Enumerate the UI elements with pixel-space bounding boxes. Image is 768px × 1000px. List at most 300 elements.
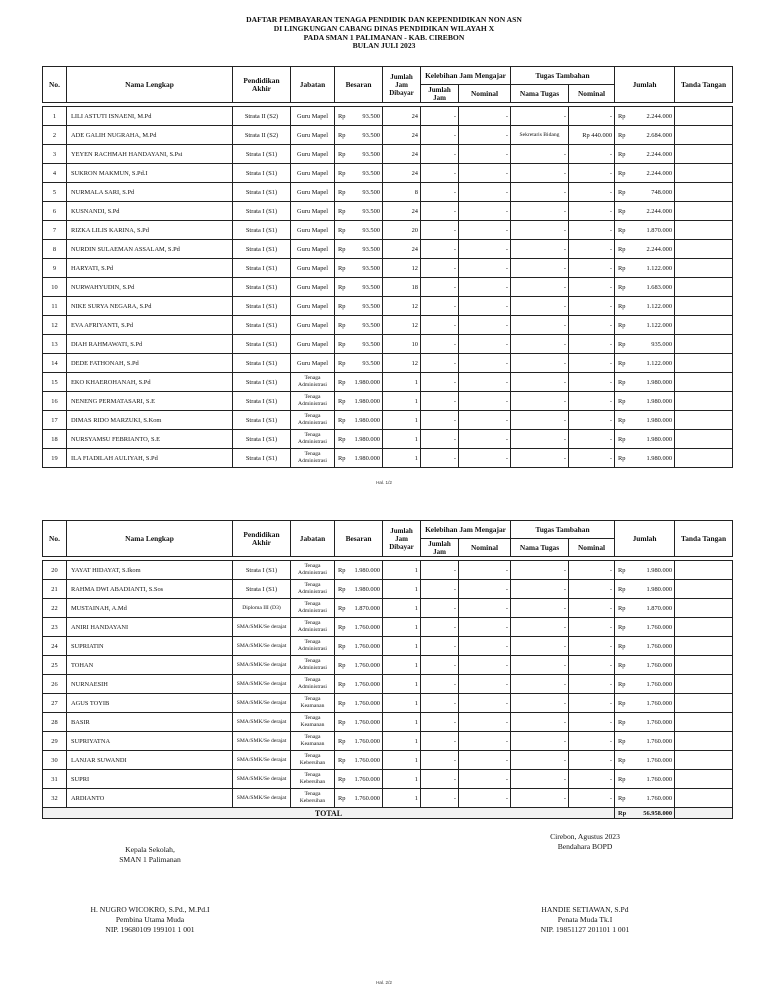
cell-no: 13 [43, 335, 67, 354]
table-row [43, 580, 733, 599]
cell-jumlah: Rp 1.760.000 [615, 770, 675, 789]
cell-nama: RAHMA DWI ABADIANTI, S.Sos [67, 580, 233, 599]
cell-tanda-tangan [675, 618, 733, 637]
cell-kelebihan-jumlah: - [421, 126, 459, 145]
cell-jumlah: Rp 2.684.000 [615, 126, 675, 145]
cell-tugas-nama: Sekretaris Bidang [511, 126, 569, 145]
header-kelebihan-nominal: Nominal [459, 539, 511, 557]
cell-besaran: Rp 93.500 [335, 164, 383, 183]
cell-tugas-nominal: - [569, 637, 615, 656]
header-ttd: Tanda Tangan [675, 67, 733, 103]
header-tugas-nominal: Nominal [569, 539, 615, 557]
cell-jumlah: Rp 1.122.000 [615, 259, 675, 278]
cell-tanda-tangan [675, 145, 733, 164]
cell-pendidikan: Strata I (S1) [233, 580, 291, 599]
cell-no: 8 [43, 240, 67, 259]
cell-pendidikan: Strata I (S1) [233, 316, 291, 335]
cell-kelebihan-jumlah: - [421, 789, 459, 808]
cell-jumlah: Rp 1.760.000 [615, 789, 675, 808]
treasurer-name: HANDIE SETIAWAN, S.Pd [541, 905, 629, 914]
cell-tugas-nominal: - [569, 411, 615, 430]
cell-kelebihan-jumlah: - [421, 561, 459, 580]
table-row [43, 202, 733, 221]
cell-jumlah: Rp 2.244.000 [615, 145, 675, 164]
cell-tanda-tangan [675, 732, 733, 751]
cell-pendidikan: Strata I (S1) [233, 392, 291, 411]
cell-tugas-nama: - [511, 354, 569, 373]
cell-tanda-tangan [675, 316, 733, 335]
cell-jumlah-jam: 12 [383, 297, 421, 316]
cell-pendidikan: Strata I (S1) [233, 259, 291, 278]
cell-kelebihan-nominal: - [459, 354, 511, 373]
cell-pendidikan: Strata I (S1) [233, 183, 291, 202]
cell-jumlah-jam: 1 [383, 618, 421, 637]
cell-jumlah: Rp 935.000 [615, 335, 675, 354]
cell-tugas-nominal: - [569, 297, 615, 316]
cell-jabatan: Tenaga Kebersihan [291, 770, 335, 789]
cell-kelebihan-nominal: - [459, 240, 511, 259]
cell-pendidikan: Strata I (S1) [233, 430, 291, 449]
cell-kelebihan-nominal: - [459, 164, 511, 183]
principal-rank: Pembina Utama Muda [115, 915, 185, 924]
cell-tugas-nama: - [511, 316, 569, 335]
cell-tugas-nominal: - [569, 392, 615, 411]
cell-jumlah-jam: 1 [383, 449, 421, 468]
cell-tugas-nama: - [511, 392, 569, 411]
cell-jumlah-jam: 24 [383, 107, 421, 126]
cell-kelebihan-nominal: - [459, 145, 511, 164]
cell-pendidikan: Strata I (S1) [233, 449, 291, 468]
cell-tugas-nominal: Rp 440.000 [569, 126, 615, 145]
cell-jumlah: Rp 1.760.000 [615, 656, 675, 675]
cell-kelebihan-jumlah: - [421, 751, 459, 770]
cell-jumlah: Rp 1.980.000 [615, 392, 675, 411]
cell-besaran: Rp 1.760.000 [335, 637, 383, 656]
cell-tugas-nominal: - [569, 449, 615, 468]
cell-pendidikan: Strata I (S1) [233, 373, 291, 392]
cell-pendidikan: Strata I (S1) [233, 164, 291, 183]
table-row [43, 561, 733, 580]
cell-kelebihan-jumlah: - [421, 770, 459, 789]
cell-kelebihan-nominal: - [459, 713, 511, 732]
cell-kelebihan-jumlah: - [421, 164, 459, 183]
cell-kelebihan-jumlah: - [421, 240, 459, 259]
cell-pendidikan: SMA/SMK/Se derajat [233, 675, 291, 694]
cell-tanda-tangan [675, 278, 733, 297]
cell-kelebihan-nominal: - [459, 430, 511, 449]
cell-no: 27 [43, 694, 67, 713]
table-row [43, 278, 733, 297]
cell-tugas-nama: - [511, 259, 569, 278]
cell-jumlah-jam: 10 [383, 335, 421, 354]
cell-jumlah-jam: 12 [383, 354, 421, 373]
table-row [43, 107, 733, 126]
cell-jabatan: Tenaga Kebersihan [291, 751, 335, 770]
cell-nama: DIAH RAHMAWATI, S.Pd [67, 335, 233, 354]
cell-kelebihan-nominal: - [459, 770, 511, 789]
cell-tugas-nama: - [511, 789, 569, 808]
table-row [43, 675, 733, 694]
cell-besaran: Rp 93.500 [335, 240, 383, 259]
cell-no: 23 [43, 618, 67, 637]
cell-jabatan: Guru Mapel [291, 126, 335, 145]
cell-pendidikan: Strata I (S1) [233, 411, 291, 430]
cell-jabatan: Guru Mapel [291, 183, 335, 202]
cell-jabatan: Tenaga Keamanan [291, 732, 335, 751]
cell-jabatan: Tenaga Administrasi [291, 561, 335, 580]
cell-tanda-tangan [675, 789, 733, 808]
cell-tugas-nominal: - [569, 107, 615, 126]
cell-besaran: Rp 1.760.000 [335, 618, 383, 637]
cell-besaran: Rp 1.760.000 [335, 713, 383, 732]
cell-no: 4 [43, 164, 67, 183]
cell-tugas-nominal: - [569, 430, 615, 449]
cell-tugas-nama: - [511, 183, 569, 202]
table-row [43, 183, 733, 202]
cell-kelebihan-jumlah: - [421, 335, 459, 354]
cell-pendidikan: Strata I (S1) [233, 354, 291, 373]
cell-tanda-tangan [675, 580, 733, 599]
table-row [43, 449, 733, 468]
cell-tanda-tangan [675, 637, 733, 656]
cell-tanda-tangan [675, 449, 733, 468]
header-kelebihan-jumlah: Jumlah Jam [421, 85, 459, 103]
table-row [43, 240, 733, 259]
cell-tugas-nominal: - [569, 335, 615, 354]
header-pendidikan: Pendidikan Akhir [233, 521, 291, 557]
cell-kelebihan-jumlah: - [421, 675, 459, 694]
cell-kelebihan-nominal: - [459, 278, 511, 297]
cell-jabatan: Tenaga Administrasi [291, 618, 335, 637]
table-row [43, 316, 733, 335]
cell-besaran: Rp 1.760.000 [335, 732, 383, 751]
cell-tugas-nominal: - [569, 694, 615, 713]
cell-tugas-nama: - [511, 164, 569, 183]
table-row [43, 392, 733, 411]
table-row [43, 637, 733, 656]
cell-tanda-tangan [675, 259, 733, 278]
cell-tugas-nama: - [511, 618, 569, 637]
cell-jumlah-jam: 24 [383, 164, 421, 183]
cell-kelebihan-jumlah: - [421, 202, 459, 221]
cell-no: 25 [43, 656, 67, 675]
cell-jumlah-jam: 1 [383, 713, 421, 732]
cell-jumlah: Rp 1.760.000 [615, 732, 675, 751]
cell-no: 17 [43, 411, 67, 430]
cell-kelebihan-nominal: - [459, 751, 511, 770]
cell-besaran: Rp 1.980.000 [335, 580, 383, 599]
treasurer-role: Bendahara BOPD [557, 842, 613, 851]
cell-jumlah: Rp 1.122.000 [615, 297, 675, 316]
cell-tugas-nominal: - [569, 675, 615, 694]
cell-jumlah-jam: 1 [383, 751, 421, 770]
cell-jumlah: Rp 1.870.000 [615, 599, 675, 618]
cell-no: 9 [43, 259, 67, 278]
cell-kelebihan-nominal: - [459, 392, 511, 411]
cell-nama: YEYEN RACHMAH HANDAYANI, S.Psi [67, 145, 233, 164]
cell-tanda-tangan [675, 713, 733, 732]
cell-nama: MUSTAINAH, A.Md [67, 599, 233, 618]
cell-nama: ADE GALIH NUGRAHA, M.Pd [67, 126, 233, 145]
cell-no: 12 [43, 316, 67, 335]
cell-no: 22 [43, 599, 67, 618]
cell-jabatan: Tenaga Administrasi [291, 637, 335, 656]
cell-tanda-tangan [675, 373, 733, 392]
principal-role-line-1: Kepala Sekolah, [125, 845, 175, 854]
cell-no: 31 [43, 770, 67, 789]
cell-jumlah: Rp 2.244.000 [615, 107, 675, 126]
cell-tugas-nominal: - [569, 789, 615, 808]
cell-jabatan: Tenaga Keamanan [291, 713, 335, 732]
cell-nama: NURSYAMSU FEBRIANTO, S.E [67, 430, 233, 449]
cell-jumlah: Rp 1.760.000 [615, 637, 675, 656]
cell-jumlah: Rp 2.244.000 [615, 202, 675, 221]
header-tugas-nama: Nama Tugas [511, 85, 569, 103]
cell-jumlah-jam: 24 [383, 126, 421, 145]
cell-tugas-nama: - [511, 278, 569, 297]
cell-besaran: Rp 1.760.000 [335, 675, 383, 694]
cell-nama: SUKRON MAKMUN, S.Pd.I [67, 164, 233, 183]
cell-kelebihan-jumlah: - [421, 713, 459, 732]
cell-no: 20 [43, 561, 67, 580]
cell-nama: LILI ASTUTI ISNAENI, M.Pd [67, 107, 233, 126]
cell-tanda-tangan [675, 770, 733, 789]
cell-kelebihan-jumlah: - [421, 278, 459, 297]
cell-jumlah: Rp 1.980.000 [615, 430, 675, 449]
cell-jabatan: Tenaga Kebersihan [291, 789, 335, 808]
cell-no: 7 [43, 221, 67, 240]
cell-tanda-tangan [675, 126, 733, 145]
cell-kelebihan-nominal: - [459, 449, 511, 468]
cell-pendidikan: Strata I (S1) [233, 335, 291, 354]
table-row [43, 297, 733, 316]
cell-besaran: Rp 93.500 [335, 202, 383, 221]
cell-pendidikan: Diploma III (D3) [233, 599, 291, 618]
cell-kelebihan-nominal: - [459, 126, 511, 145]
cell-jumlah-jam: 12 [383, 316, 421, 335]
cell-jabatan: Guru Mapel [291, 259, 335, 278]
cell-tanda-tangan [675, 221, 733, 240]
cell-tugas-nama: - [511, 694, 569, 713]
cell-no: 10 [43, 278, 67, 297]
cell-tanda-tangan [675, 411, 733, 430]
cell-jabatan: Guru Mapel [291, 335, 335, 354]
cell-pendidikan: SMA/SMK/Se derajat [233, 732, 291, 751]
cell-kelebihan-nominal: - [459, 656, 511, 675]
cell-tugas-nominal: - [569, 354, 615, 373]
cell-kelebihan-nominal: - [459, 221, 511, 240]
cell-no: 11 [43, 297, 67, 316]
cell-pendidikan: SMA/SMK/Se derajat [233, 751, 291, 770]
cell-kelebihan-jumlah: - [421, 259, 459, 278]
cell-jabatan: Guru Mapel [291, 278, 335, 297]
cell-jabatan: Tenaga Administrasi [291, 373, 335, 392]
cell-tugas-nama: - [511, 430, 569, 449]
cell-pendidikan: Strata I (S1) [233, 240, 291, 259]
cell-no: 30 [43, 751, 67, 770]
cell-tugas-nama: - [511, 599, 569, 618]
cell-pendidikan: SMA/SMK/Se derajat [233, 770, 291, 789]
cell-tugas-nominal: - [569, 183, 615, 202]
table-row [43, 618, 733, 637]
cell-jumlah-jam: 1 [383, 411, 421, 430]
cell-tanda-tangan [675, 183, 733, 202]
cell-pendidikan: Strata II (S2) [233, 126, 291, 145]
cell-besaran: Rp 1.980.000 [335, 373, 383, 392]
cell-no: 16 [43, 392, 67, 411]
cell-jumlah-jam: 1 [383, 694, 421, 713]
cell-nama: SUPRI [67, 770, 233, 789]
cell-jabatan: Tenaga Administrasi [291, 580, 335, 599]
cell-pendidikan: Strata I (S1) [233, 561, 291, 580]
table-row [43, 335, 733, 354]
cell-no: 29 [43, 732, 67, 751]
header-ttd: Tanda Tangan [675, 521, 733, 557]
header-pendidikan: Pendidikan Akhir [233, 67, 291, 103]
date-line: Cirebon, Agustus 2023 [550, 832, 620, 841]
cell-tanda-tangan [675, 656, 733, 675]
cell-kelebihan-jumlah: - [421, 694, 459, 713]
cell-tanda-tangan [675, 202, 733, 221]
cell-nama: EKO KHAEROHANAH, S.Pd [67, 373, 233, 392]
cell-tugas-nominal: - [569, 278, 615, 297]
cell-nama: LANJAR SUWANDI [67, 751, 233, 770]
cell-besaran: Rp 1.980.000 [335, 411, 383, 430]
cell-kelebihan-nominal: - [459, 732, 511, 751]
cell-tugas-nama: - [511, 656, 569, 675]
header-jumlah-jam: Jumlah Jam Dibayar [383, 521, 421, 557]
cell-kelebihan-nominal: - [459, 580, 511, 599]
cell-tugas-nominal: - [569, 373, 615, 392]
cell-kelebihan-nominal: - [459, 335, 511, 354]
cell-pendidikan: SMA/SMK/Se derajat [233, 713, 291, 732]
table-row [43, 354, 733, 373]
cell-no: 14 [43, 354, 67, 373]
cell-jabatan: Guru Mapel [291, 316, 335, 335]
cell-jumlah-jam: 24 [383, 145, 421, 164]
cell-pendidikan: Strata II (S2) [233, 107, 291, 126]
header-jumlah: Jumlah [615, 67, 675, 103]
cell-jumlah: Rp 1.980.000 [615, 561, 675, 580]
table-row [43, 221, 733, 240]
cell-nama: SUPRIATIN [67, 637, 233, 656]
cell-jumlah: Rp 1.683.000 [615, 278, 675, 297]
cell-besaran: Rp 1.980.000 [335, 392, 383, 411]
title-line-2: DI LINGKUNGAN CABANG DINAS PENDIDIKAN WILAYAH X [273, 23, 495, 33]
cell-jumlah: Rp 2.244.000 [615, 240, 675, 259]
cell-jabatan: Guru Mapel [291, 107, 335, 126]
cell-jumlah-jam: 20 [383, 221, 421, 240]
total-value: Rp 56.958.000 [615, 808, 675, 819]
cell-no: 1 [43, 107, 67, 126]
cell-jumlah-jam: 1 [383, 675, 421, 694]
page-number-1: Hal. 1/2 [376, 480, 392, 485]
cell-jumlah-jam: 1 [383, 561, 421, 580]
cell-besaran: Rp 93.500 [335, 183, 383, 202]
header-kelebihan: Kelebihan Jam Mengajar [421, 67, 511, 85]
cell-jumlah-jam: 8 [383, 183, 421, 202]
table-row [43, 770, 733, 789]
header-jumlah: Jumlah [615, 521, 675, 557]
cell-kelebihan-jumlah: - [421, 354, 459, 373]
date-and-treasurer [480, 832, 690, 852]
cell-tugas-nominal: - [569, 145, 615, 164]
cell-besaran: Rp 93.500 [335, 107, 383, 126]
cell-jumlah: Rp 1.760.000 [615, 694, 675, 713]
cell-nama: RIZKA LILIS KARINA, S.Pd [67, 221, 233, 240]
cell-tugas-nama: - [511, 145, 569, 164]
cell-no: 2 [43, 126, 67, 145]
cell-kelebihan-jumlah: - [421, 107, 459, 126]
cell-besaran: Rp 93.500 [335, 297, 383, 316]
cell-tanda-tangan [675, 392, 733, 411]
cell-jabatan: Tenaga Administrasi [291, 675, 335, 694]
cell-tugas-nominal: - [569, 259, 615, 278]
cell-tugas-nama: - [511, 675, 569, 694]
cell-jabatan: Tenaga Administrasi [291, 449, 335, 468]
header-besaran: Besaran [335, 521, 383, 557]
cell-jumlah-jam: 18 [383, 278, 421, 297]
cell-besaran: Rp 1.760.000 [335, 656, 383, 675]
cell-tanda-tangan [675, 240, 733, 259]
cell-nama: KUSNANDI, S.Pd [67, 202, 233, 221]
cell-jabatan: Guru Mapel [291, 202, 335, 221]
cell-tugas-nominal: - [569, 240, 615, 259]
cell-jabatan: Guru Mapel [291, 354, 335, 373]
cell-tugas-nominal: - [569, 202, 615, 221]
cell-nama: ANIRI HANDAYANI [67, 618, 233, 637]
page-number-2: Hal. 2/2 [376, 980, 392, 985]
cell-no: 3 [43, 145, 67, 164]
cell-nama: YAYAT HIDAYAT, S.Ikom [67, 561, 233, 580]
cell-jumlah: Rp 748.000 [615, 183, 675, 202]
table-row [43, 259, 733, 278]
cell-nama: NENENG PERMATASARI, S.E [67, 392, 233, 411]
cell-tugas-nama: - [511, 580, 569, 599]
cell-kelebihan-nominal: - [459, 561, 511, 580]
cell-jabatan: Tenaga Keamanan [291, 694, 335, 713]
cell-nama: HARYATI, S.Pd [67, 259, 233, 278]
table-row [43, 694, 733, 713]
cell-kelebihan-jumlah: - [421, 316, 459, 335]
cell-tanda-tangan [675, 354, 733, 373]
cell-jumlah: Rp 1.122.000 [615, 316, 675, 335]
cell-tugas-nominal: - [569, 732, 615, 751]
cell-tanda-tangan [675, 297, 733, 316]
cell-besaran: Rp 1.980.000 [335, 561, 383, 580]
header-jabatan: Jabatan [291, 67, 335, 103]
cell-tugas-nama: - [511, 335, 569, 354]
cell-nama: NURWAHYUDIN, S.Pd [67, 278, 233, 297]
cell-jumlah: Rp 1.980.000 [615, 373, 675, 392]
cell-jumlah-jam: 24 [383, 202, 421, 221]
cell-nama: NURMALA SARI, S.Pd [67, 183, 233, 202]
header-nama: Nama Lengkap [67, 67, 233, 103]
cell-jumlah: Rp 1.122.000 [615, 354, 675, 373]
cell-kelebihan-jumlah: - [421, 411, 459, 430]
cell-tanda-tangan [675, 751, 733, 770]
cell-kelebihan-nominal: - [459, 618, 511, 637]
cell-kelebihan-nominal: - [459, 183, 511, 202]
cell-tugas-nama: - [511, 373, 569, 392]
cell-jumlah: Rp 1.760.000 [615, 618, 675, 637]
cell-no: 21 [43, 580, 67, 599]
cell-tugas-nama: - [511, 637, 569, 656]
cell-pendidikan: Strata I (S1) [233, 202, 291, 221]
cell-pendidikan: Strata I (S1) [233, 221, 291, 240]
table-row [43, 373, 733, 392]
cell-tugas-nama: - [511, 449, 569, 468]
